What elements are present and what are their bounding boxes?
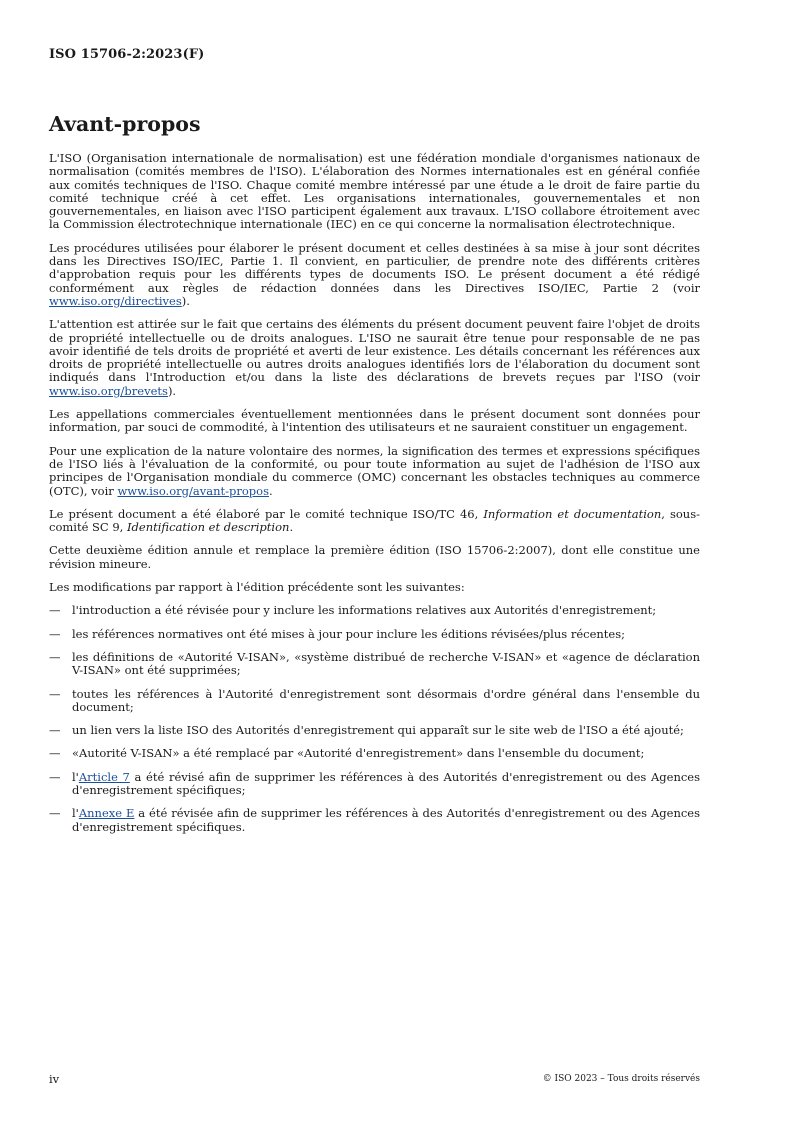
changes-list [49,604,700,834]
article-7-link[interactable]: Article 7 [78,769,130,784]
list-item [49,651,700,678]
document-page [49,0,700,1122]
list-item [49,771,700,798]
patents-link[interactable]: www.iso.org/brevets [49,383,168,398]
list-item-text: toutes les références à l'Autorité d'enregistrement sont désormais d'ordre général dans l'ensemble du document; [72,686,700,714]
list-item-text: l'introduction a été révisée pour y inclure les informations relatives aux Autorités d'enregistrement; [72,603,657,618]
list-item [49,628,700,641]
list-item-text: les définitions de «Autorité V-ISAN», «système distribué de recherche V-ISAN» et «agence de déclaration V-ISAN» ont été supprimées; [72,649,700,678]
list-item [49,724,700,737]
paragraph-patents-text: L'attention est attirée sur le fait que certains des éléments du présent document peuvent faire l'objet de droits de propriété intellectuelle ou de droits analogues. L'ISO ne saurait être tenue pour responsable de ne pas avoir identifié de tels droits de propriété et averti de leur existence. Les détails concernant les références aux droits de propriété intellectuelle ou autres droits analogues identifiés lors de l'élaboration du document sont indiqués dans l'Introduction et/ou dans la liste des déclarations de brevets reçues par l'ISO (voir [49,317,700,385]
paragraph-trade-names: Les appellations commerciales éventuellement mentionnées dans le présent document sont données pour information, par souci de commodité, à l'intention des utilisateurs et ne sauraient constituer un engagement. [49,407,700,435]
page-number: iv [49,1072,60,1086]
list-dash: — [49,806,61,821]
paragraph-voluntary-end: . [268,483,273,498]
list-item [49,747,700,760]
list-item [49,807,700,834]
paragraph-edition: Cette deuxième édition annule et remplace la première édition (ISO 15706-2:2007), dont elle constitue une révision mineure. [49,543,700,571]
list-item [49,604,700,617]
list-item-prefix: l' [72,806,79,821]
list-item-text: a été révisé afin de supprimer les références à des Autorités d'enregistrement ou des Agences d'enregistrement spécifiques; [72,769,701,797]
list-item-text: les références normatives ont été mises à jour pour inclure les éditions révisées/plus récentes; [72,626,625,641]
paragraph-committee [49,508,700,535]
list-item-prefix: l' [72,769,79,784]
paragraph-procedures [49,242,700,308]
paragraph-iso-intro: L'ISO (Organisation internationale de normalisation) est une fédération mondiale d'organismes nationaux de normalisation (comités membres de l'ISO). L'élaboration des Normes internationales est en général confiée aux comités techniques de l'ISO. Chaque comité membre intéressé par une étude a le droit de faire partie du comité technique créé à cet effet. Les organisations internationales, gouvernementales et non gouvernementales, en liaison avec l'ISO participent également aux travaux. L'ISO collabore étroitement avec la Commission électrotechnique internationale (IEC) en ce qui concerne la normalisation électrotechnique. [49,151,700,232]
list-dash: — [49,626,61,641]
list-item-text: un lien vers la liste ISO des Autorités d'enregistrement qui apparaît sur le site web de l'ISO a été ajouté; [72,723,684,738]
list-dash: — [49,723,61,738]
list-item [49,688,700,715]
paragraph-patents [49,318,700,398]
foreword-body [49,152,700,844]
foreword-link[interactable]: www.iso.org/avant-propos [117,483,269,498]
paragraph-procedures-end: ). [181,293,190,308]
list-dash: — [49,649,61,664]
committee-text-e: . [289,520,294,535]
paragraph-voluntary-text: Pour une explication de la nature volontaire des normes, la signification des termes et expressions spécifiques de l'ISO liés à l'évaluation de la conformité, ou pour toute information au sujet de l'adhésion de l'ISO aux principes de l'Organisation mondiale du commerce (OMC) concernant les obstacles techniques au commerce (OTC), voir [49,443,700,498]
directives-link[interactable]: www.iso.org/directives [49,293,182,308]
committee-text-a: Le présent document a été élaboré par le comité technique ISO/TC 46, [49,506,484,521]
list-dash: — [49,686,61,701]
list-dash: — [49,769,61,784]
copyright-notice: © ISO 2023 – Tous droits réservés [542,1074,700,1084]
list-dash: — [49,603,61,618]
paragraph-changes-intro: Les modifications par rapport à l'édition précédente sont les suivantes: [49,580,465,595]
list-item-text: a été révisée afin de supprimer les références à des Autorités d'enregistrement ou des Agences d'enregistrement spécifiques. [72,806,701,834]
list-dash: — [49,746,61,761]
section-title: Avant-propos [49,112,201,136]
annex-e-link[interactable]: Annexe E [78,806,135,821]
committee-text-c: , sous-comité SC 9, [49,506,700,535]
paragraph-patents-end: ). [167,383,177,398]
committee-title: Information et documentation [483,506,662,521]
list-item-text: «Autorité V-ISAN» a été remplacé par «Autorité d'enregistrement» dans l'ensemble du document; [72,746,645,761]
document-identifier: ISO 15706-2:2023(F) [49,47,205,62]
subcommittee-title: Identification et description [127,520,290,535]
paragraph-voluntary-nature [49,445,700,498]
paragraph-procedures-text: Les procédures utilisées pour élaborer le présent document et celles destinées à sa mise à jour sont décrites dans les Directives ISO/IEC, Partie 1. Il convient, en particulier, de prendre note des différents critères d'approbation requis pour les différents types de documents ISO. Le présent document a été rédigé conformément aux règles de rédaction données dans les Directives ISO/IEC, Partie 2 (voir [49,240,700,295]
